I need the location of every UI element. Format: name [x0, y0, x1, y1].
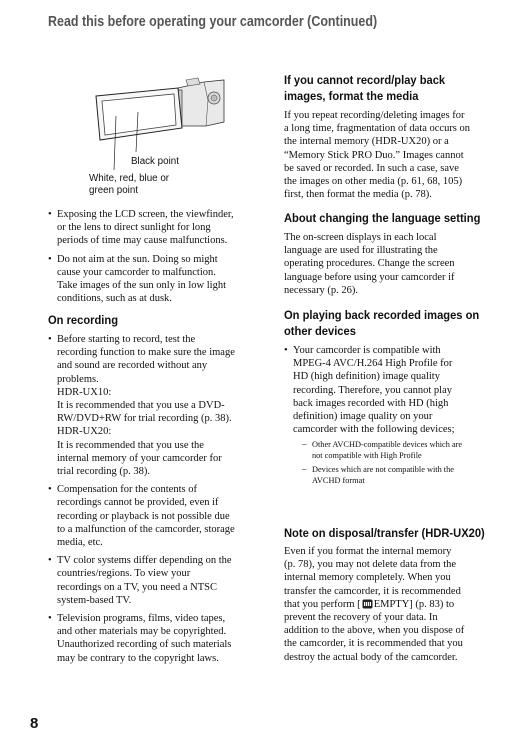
text-line: Even if you format the internal memory — [284, 546, 452, 557]
sub-item-avchd-format — [302, 464, 499, 486]
text-line: recording. Therefore, you cannot play — [293, 384, 452, 396]
text-line: be saved or recorded. In such a case, save — [284, 162, 459, 174]
text-line: “Memory Stick PRO Duo.” Images cannot — [284, 149, 464, 161]
playing-back-heading — [284, 308, 492, 339]
text-line: • Television programs, films, video tapes, — [57, 613, 226, 625]
text-line: (p. 78), you may not delete data from the — [284, 559, 457, 571]
text-line: system-based TV. — [57, 594, 132, 606]
format-media-body — [284, 109, 470, 201]
bullet-compensation — [48, 483, 268, 549]
bullet-tv-color — [48, 554, 268, 607]
bullet-lcd-sunlight — [48, 208, 268, 248]
text-line: internal memory of your camcorder for — [57, 452, 222, 464]
heading-line: If you cannot record/play back — [284, 73, 446, 87]
text-line: If you repeat recording/deleting images for — [284, 110, 465, 121]
text-line: prevent the recovery of your data. In — [284, 612, 438, 624]
camcorder-figure — [86, 70, 226, 196]
language-heading: About changing the language setting — [284, 211, 481, 225]
text-line: or the lens to direct sunlight for long — [57, 222, 211, 234]
text-line: may be contrary to the copyright laws. — [57, 652, 219, 664]
heading-line: other devices — [284, 323, 356, 338]
text-line: • TV color systems differ depending on the — [57, 555, 232, 567]
text-line-with-icon — [284, 598, 464, 611]
format-media-heading — [284, 73, 492, 104]
text-line: and other materials may be copyrighted. — [57, 626, 227, 638]
bullet-aim-sun — [48, 253, 268, 306]
text-line: recordings cannot be provided, even if — [57, 497, 219, 509]
text-line: RW/DVD+RW for trial recording (p. 38). — [57, 413, 232, 425]
text-line: the internal memory (HDR-UX20) or a — [284, 136, 449, 148]
text-line: HD (high definition) image quality — [293, 371, 440, 383]
text-line: Take images of the sun only in low light — [57, 280, 226, 292]
text-line: AVCHD format — [312, 476, 365, 486]
text-line: – Other AVCHD-compatible devices which are — [312, 440, 463, 450]
text-line: and sound are recorded without any — [57, 360, 208, 372]
text-line: back images recorded with HD (high — [293, 397, 449, 409]
text-line: The on-screen displays in each local — [284, 232, 437, 243]
camcorder-lcd-illustration — [86, 70, 226, 170]
text-line: periods of time may cause malfunctions. — [57, 235, 228, 247]
text-line: language are used for illustrating the — [284, 245, 438, 257]
text-line: trial recording (p. 38). — [57, 466, 151, 478]
text-fragment: that you perform [ — [284, 598, 361, 610]
on-recording-heading: On recording — [48, 313, 119, 327]
disposal-heading: Note on disposal/transfer (HDR-UX20) — [284, 526, 485, 540]
text-line: – Devices which are not compatible with the — [312, 465, 454, 475]
disposal-body — [284, 545, 464, 664]
text-line: not compatible with High Profile — [312, 451, 422, 461]
text-line: • Do not aim at the sun. Doing so might — [57, 253, 218, 265]
text-line: HDR-UX10: — [57, 386, 112, 398]
text-line: addition to the above, when you dispose of — [284, 625, 465, 637]
text-line: definition) image quality on your — [293, 411, 433, 423]
memory-icon — [362, 599, 373, 609]
bullet-copyright — [48, 612, 268, 665]
text-line: • Your camcorder is compatible with — [293, 345, 441, 356]
black-point-label: Black point — [131, 156, 179, 167]
text-line: language before using your camcorder if — [284, 271, 455, 283]
text-line: Unauthorized recording of such materials — [57, 639, 232, 651]
text-line: to a malfunction of the camcorder, storage — [57, 523, 235, 535]
text-line: a long time, fragmentation of data occurs on — [284, 123, 471, 135]
text-line: destroy the actual body of the camcorder. — [284, 651, 458, 663]
text-line: • Exposing the LCD screen, the viewfinder, — [57, 209, 234, 220]
text-line: cause your camcorder to malfunction. — [57, 266, 216, 278]
text-line: the camcorder, it is recommended that you — [284, 638, 463, 650]
text-line: countries/regions. To view your — [57, 568, 191, 580]
text-line: • Before starting to record, test the — [57, 334, 196, 345]
text-line: • Compensation for the contents of — [57, 484, 197, 496]
text-line: HDR-UX20: — [57, 426, 112, 438]
heading-line: On playing back recorded images on — [284, 308, 480, 322]
text-line: It is recommended that you use the — [57, 439, 204, 451]
bullet-avchd-compat — [284, 344, 499, 486]
text-line: recording or playback is not possible due — [57, 510, 230, 522]
text-line: media, etc. — [57, 537, 103, 549]
color-point-label-line1: White, red, blue or — [89, 173, 170, 184]
text-line: It is recommended that you use a DVD- — [57, 400, 225, 412]
text-line: transfer the camcorder, it is recommended — [284, 585, 461, 597]
page-header: Read this before operating your camcorder (Continued) — [48, 14, 378, 30]
bullet-test-recording — [48, 333, 268, 478]
text-line: camcorder with the following devices; — [293, 424, 455, 436]
text-line: operating procedures. Change the screen — [284, 258, 455, 270]
playing-back-bullets — [284, 344, 499, 491]
text-line: recording function to make sure the image — [57, 347, 235, 359]
incompatible-devices-list — [293, 439, 499, 486]
text-line: the images on other media (p. 61, 68, 105) — [284, 176, 463, 188]
page-number: 8 — [30, 715, 39, 732]
language-body — [284, 231, 455, 297]
heading-line: images, format the media — [284, 88, 419, 103]
text-line: MPEG-4 AVC/H.264 High Profile for — [293, 358, 453, 370]
on-recording-bullets — [48, 333, 268, 670]
text-line: problems. — [57, 373, 99, 385]
text-line: internal memory completely. When you — [284, 572, 451, 584]
sub-item-high-profile — [302, 439, 499, 461]
color-point-label-line2: green point — [89, 185, 139, 196]
sunlight-bullets — [48, 208, 268, 310]
text-line: first, then format the media (p. 78). — [284, 189, 432, 201]
text-line: necessary (p. 26). — [284, 284, 359, 296]
text-line: recordings on a TV, you need a NTSC — [57, 581, 218, 593]
text-line: conditions, such as at dusk. — [57, 293, 172, 305]
text-fragment: EMPTY] (p. 83) to — [373, 598, 455, 610]
